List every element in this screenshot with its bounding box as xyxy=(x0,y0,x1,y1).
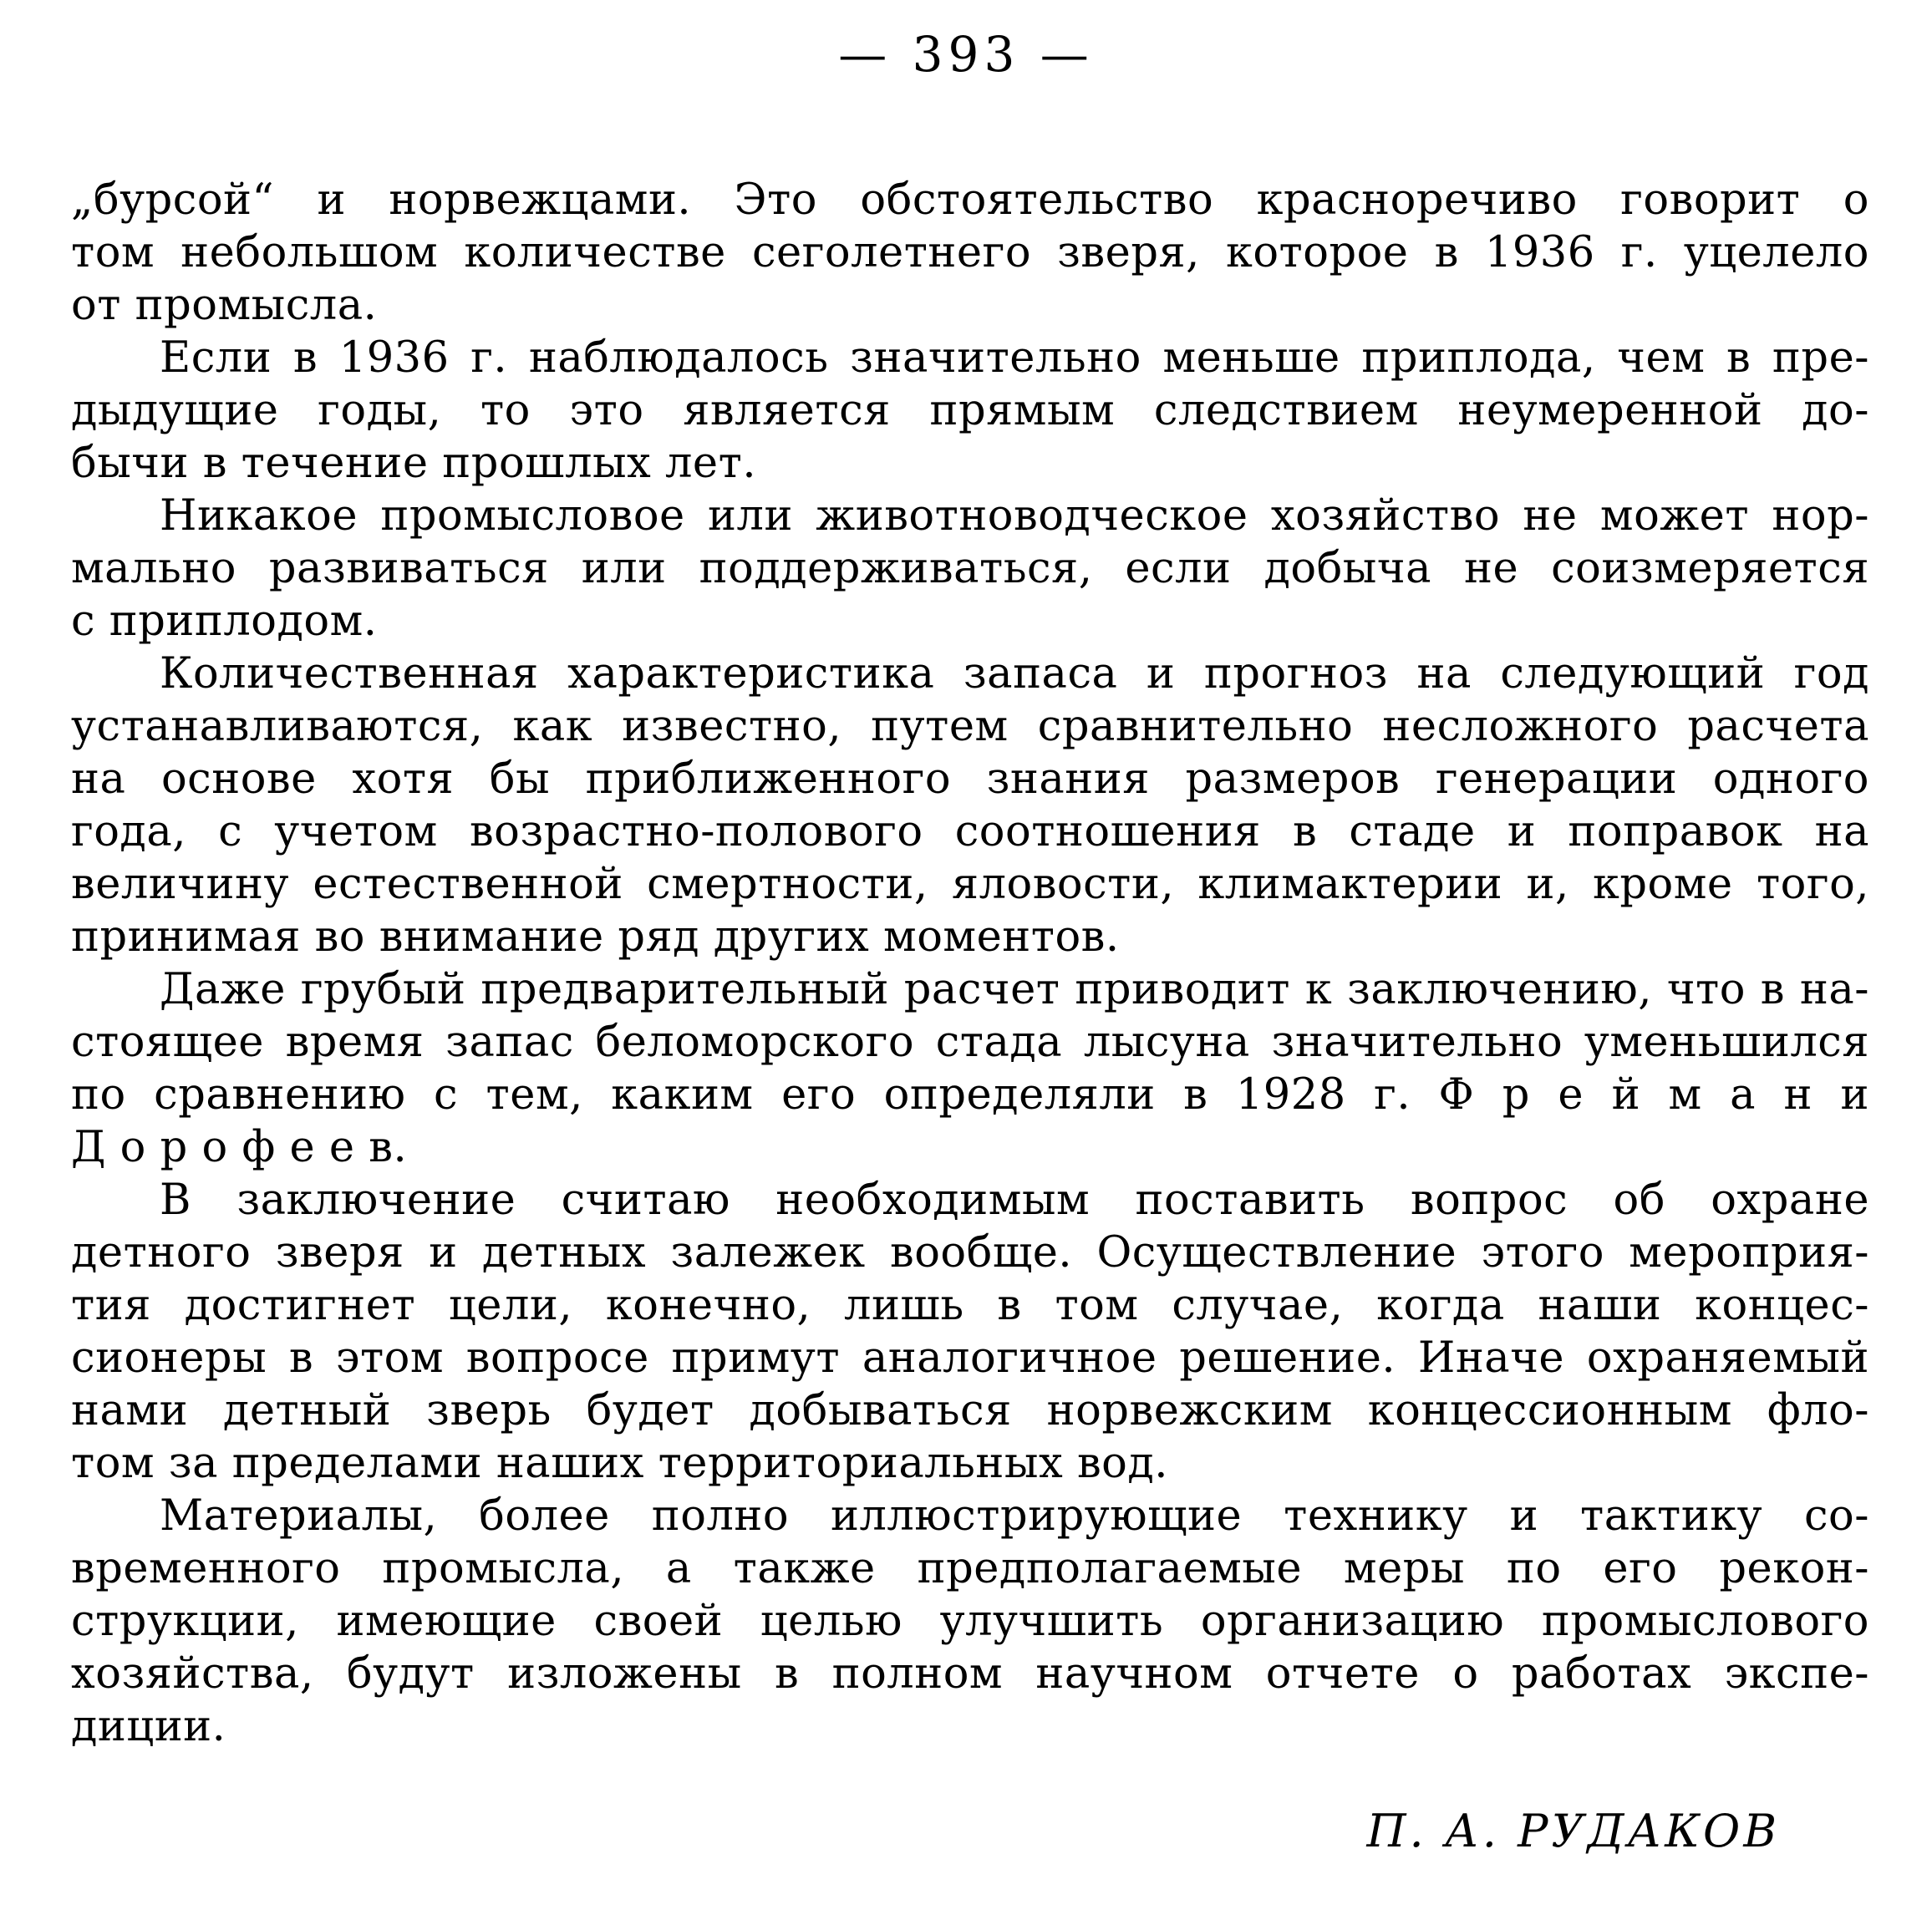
text-line: устанавливаются, как известно, путем сравнительно несложного расчета xyxy=(71,702,1869,751)
text-line: „бурсой“ и норвежцами. Это обстоятельство красноречиво говорит о xyxy=(71,175,1869,225)
text-line: сионеры в этом вопросе примут аналогичное решение. Иначе охраняемый xyxy=(71,1333,1869,1383)
author-signature: П. А. РУДАКОВ xyxy=(1366,1805,1780,1857)
text-line: В заключение считаю необходимым поставить вопрос об охране xyxy=(160,1176,1869,1225)
text-line: том небольшом количестве сеголетнего зверя, которое в 1936 г. уцелело xyxy=(71,228,1869,277)
text-line: нами детный зверь будет добываться норвежским концессионным фло- xyxy=(71,1386,1869,1435)
page-number: — 393 — xyxy=(838,26,1094,83)
text-line: временного промысла, а также предполагаемые меры по его рекон- xyxy=(71,1544,1869,1593)
text-line: том за пределами наших территориальных вод. xyxy=(71,1439,1168,1488)
body-text xyxy=(71,174,1869,1753)
text-line: стоящее время запас беломорского стада лысуна значительно уменьшился xyxy=(71,1018,1869,1067)
paragraph xyxy=(71,648,1869,963)
text-line: Материалы, более полно иллюстрирующие технику и тактику со- xyxy=(160,1491,1869,1541)
paragraph xyxy=(71,332,1869,490)
text-line: принимая во внимание ряд других моментов. xyxy=(71,912,1120,962)
text-line: на основе хотя бы приближенного знания размеров генерации одного xyxy=(71,754,1869,804)
text-line: Количественная характеристика запаса и прогноз на следующий год xyxy=(160,649,1869,698)
text-line: от промысла. xyxy=(71,281,378,330)
paragraph xyxy=(71,963,1869,1174)
text-line: мально развиваться или поддерживаться, если добыча не соизмеряется xyxy=(71,544,1869,593)
paragraph xyxy=(71,1174,1869,1490)
text-line: тия достигнет цели, конечно, лишь в том случае, когда наши концес- xyxy=(71,1281,1869,1330)
text-line: по сравнению с тем, каким его определяли в 1928 г. Ф р е й м а н и xyxy=(71,1070,1869,1120)
paragraph xyxy=(71,1490,1869,1753)
text-line: Если в 1936 г. наблюдалось значительно меньше приплода, чем в пре- xyxy=(160,333,1869,383)
paragraph xyxy=(71,174,1869,332)
text-line: дыдущие годы, то это является прямым следствием неумеренной до- xyxy=(71,386,1869,435)
text-line: года, с учетом возрастно-полового соотношения в стаде и поправок на xyxy=(71,807,1869,856)
text-line: струкции, имеющие своей целью улучшить организацию промыслового xyxy=(71,1597,1869,1646)
text-line: с приплодом. xyxy=(71,597,378,646)
text-line: детного зверя и детных залежек вообще. Осуществление этого мероприя- xyxy=(71,1228,1869,1277)
text-line: бычи в течение прошлых лет. xyxy=(71,439,757,488)
text-line: хозяйства, будут изложены в полном научном отчете о работах экспе- xyxy=(71,1649,1869,1699)
text-line: Даже грубый предварительный расчет приводит к заключению, что в на- xyxy=(160,965,1869,1014)
paragraph xyxy=(71,490,1869,648)
text-line: величину естественной смертности, яловости, климактерии и, кроме того, xyxy=(71,860,1869,909)
text-line: Д о р о ф е е в. xyxy=(71,1123,408,1172)
text-line: Никакое промысловое или животноводческое хозяйство не может нор- xyxy=(160,491,1869,541)
text-line: диции. xyxy=(71,1702,226,1751)
